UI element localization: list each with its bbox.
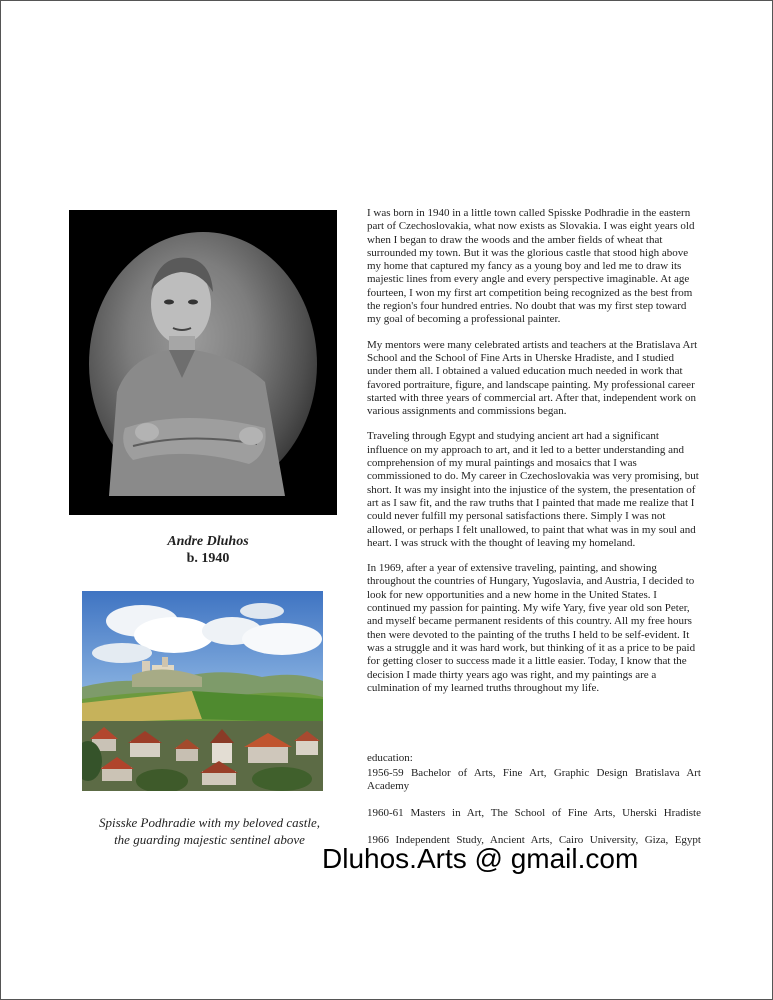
education-entry: 1956-59 Bachelor of Arts, Fine Art, Graphic Design Bratislava Art Academy: [367, 767, 701, 792]
artist-caption: [69, 533, 347, 567]
artist-birth-year: b. 1940: [186, 551, 230, 566]
castle-landscape-photo: [82, 591, 323, 791]
bio-paragraph: Traveling through Egypt and studying ancient art had a significant influence on my approach to art, and it led to a better understanding and comprehension of my mural paintings and mosaics that I was commissioned to do. My career in Czechoslovakia was very promising, but short. It was my insight into the injustice of the system, the presentation of art as I saw fit, and the raw truths that I painted that made me realize that I could never fulfill my personal satisfactions there. Simply I was not allowed, or perhaps I felt unallowed, to paint that what was in my soul and heart. I was struck with the thought of leaving my homeland.: [367, 430, 699, 549]
bio-paragraph: I was born in 1940 in a little town called Spisske Podhradie in the eastern part of Czechoslovakia, what now exists as Slovakia. I was eight years old when I began to draw the woods and the amber fields of wheat that surrounded my town. But it was the glorious castle that stood high above my home that captured my fancy as a young boy and led me to draw its majestic lines from every angle and every perspective imaginable. At age fourteen, I won my first art competition being recognized as the best from the region's four hundred entries. No doubt that was my first step toward my goal of becoming a professional painter.: [367, 207, 695, 326]
education-entry: 1966 Independent Study, Ancient Arts, Cairo University, Giza, Egypt: [367, 834, 701, 846]
education-entry: 1960-61 Masters in Art, The School of Fine Arts, Uherski Hradiste: [367, 807, 701, 819]
artist-name: Andre Dluhos: [167, 534, 249, 549]
contact-email[interactable]: Dluhos.Arts @ gmail.com: [322, 843, 639, 874]
bio-paragraph: My mentors were many celebrated artists and teachers at the Bratislava Art School and the School of Fine Arts in Uherske Hradiste, and I studied under them all. I obtained a valued education much needed in work that favored portraiture, figure, and landscape painting. My professional career started with three years of commercial art. After that, independent work on various assignments and commissions began.: [367, 338, 698, 418]
artist-portrait-photo: [69, 210, 337, 515]
bio-paragraph: In 1969, after a year of extensive traveling, painting, and showing throughout the countries of Hungary, Yugoslavia, and Austria, I decided to look for new opportunities and a new home in the United States. I continued my passion for painting. My wife Yary, five year old son Peter, and myself became permanent residents of this country. All my free hours then were devoted to the painting of the truths I held to be self-evident. It was a struggle and it was hard work, but thinking of it as a price to be paid for getting closer to success made it a little easier. Today, I know that the decision I made thirty years ago was right, and my paintings are a culmination of my learned truths throughout my life.: [367, 562, 696, 694]
portrait-vignette: [89, 232, 317, 496]
castle-photo-caption: Spisske Podhradie with my beloved castle, the guarding majestic sentinel above: [99, 815, 320, 847]
biography: [367, 207, 701, 707]
education-label: education:: [367, 752, 413, 764]
portrait-figure: [89, 232, 317, 496]
